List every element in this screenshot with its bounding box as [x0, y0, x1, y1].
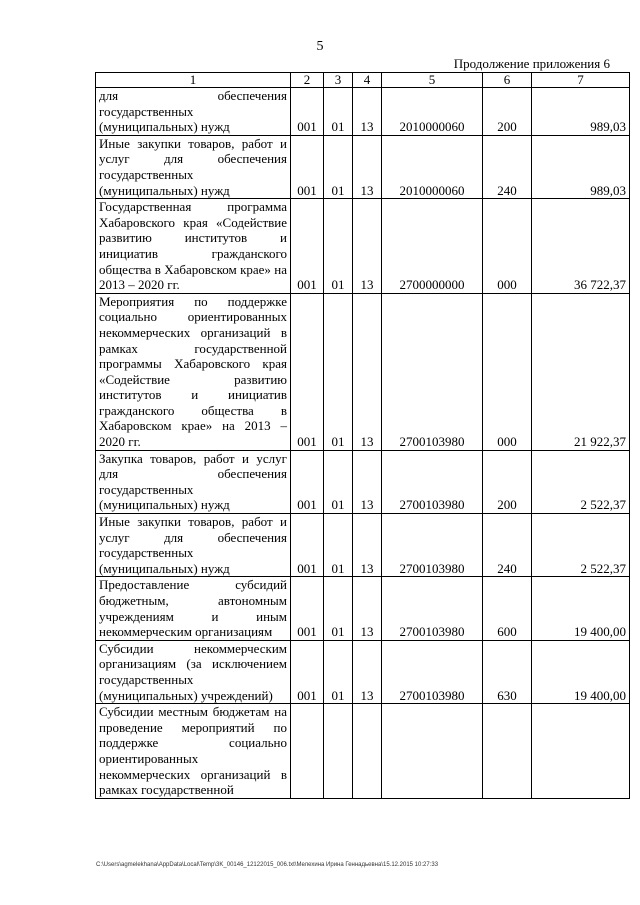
row-target-item: 2010000060 [382, 88, 483, 136]
column-header: 2 [291, 73, 324, 88]
table-row [96, 577, 630, 640]
row-section: 01 [324, 640, 353, 703]
row-expense-type [483, 704, 532, 799]
continuation-label: Продолжение приложения 6 [453, 56, 610, 71]
row-subsection: 13 [353, 577, 382, 640]
row-amount: 2 522,37 [532, 514, 630, 577]
row-code: 001 [291, 293, 324, 450]
column-header: 5 [382, 73, 483, 88]
row-name: Субсидии некоммерческим организациям (за исключением государственных (муниципальных) учреждений) [96, 640, 291, 703]
row-subsection: 13 [353, 640, 382, 703]
row-amount: 21 922,37 [532, 293, 630, 450]
row-target-item: 2700000000 [382, 199, 483, 294]
row-target-item: 2700103980 [382, 514, 483, 577]
row-target-item: 2700103980 [382, 450, 483, 513]
column-header: 4 [353, 73, 382, 88]
row-amount: 19 400,00 [532, 577, 630, 640]
table-row [96, 293, 630, 450]
row-section [324, 704, 353, 799]
row-expense-type: 200 [483, 88, 532, 136]
row-name: Иные закупки товаров, работ и услуг для обеспечения государственных (муниципальных) нужд [96, 514, 291, 577]
row-section: 01 [324, 88, 353, 136]
row-expense-type: 630 [483, 640, 532, 703]
row-amount: 19 400,00 [532, 640, 630, 703]
row-name: Субсидии местным бюджетам на проведение мероприятий по поддержке социально ориентированных некоммерческих организаций в рамках государственной [96, 704, 291, 799]
row-amount: 36 722,37 [532, 199, 630, 294]
row-section: 01 [324, 135, 353, 198]
row-section: 01 [324, 577, 353, 640]
column-header: 1 [96, 73, 291, 88]
row-name: Предоставление субсидий бюджетным, автономным учреждениям и иным некоммерческим организациям [96, 577, 291, 640]
row-subsection [353, 704, 382, 799]
row-code: 001 [291, 88, 324, 136]
row-name: Иные закупки товаров, работ и услуг для обеспечения государственных (муниципальных) нужд [96, 135, 291, 198]
row-target-item: 2700103980 [382, 293, 483, 450]
row-expense-type: 000 [483, 199, 532, 294]
row-code: 001 [291, 450, 324, 513]
row-code: 001 [291, 514, 324, 577]
row-amount: 989,03 [532, 88, 630, 136]
table-row [96, 450, 630, 513]
table-row [96, 135, 630, 198]
table-row [96, 640, 630, 703]
row-code: 001 [291, 577, 324, 640]
row-subsection: 13 [353, 199, 382, 294]
row-code [291, 704, 324, 799]
page-number: 5 [316, 39, 324, 54]
row-expense-type: 600 [483, 577, 532, 640]
row-name: Закупка товаров, работ и услуг для обеспечения государственных (муниципальных) нужд [96, 450, 291, 513]
row-amount: 989,03 [532, 135, 630, 198]
row-amount [532, 704, 630, 799]
footer-file-path: C:\Users\agmelekhana\AppData\Local\Temp\3K_00146_12122015_006.txt\Мелехина Ирина Геннадьевна\15.12.2015 10:27:33 [96, 862, 439, 868]
row-subsection: 13 [353, 88, 382, 136]
row-name: Мероприятия по поддержке социально ориентированных некоммерческих организаций в рамках государственной программы Хабаровского края «Содействие развитию институтов и инициатив гражданского общества в Хабаровском крае» на 2013 – 2020 гг. [96, 293, 291, 450]
column-header: 7 [532, 73, 630, 88]
table-row [96, 88, 630, 136]
row-name: для обеспечения государственных (муниципальных) нужд [96, 88, 291, 136]
row-section: 01 [324, 514, 353, 577]
table-header-row [96, 73, 630, 88]
row-name: Государственная программа Хабаровского края «Содействие развитию институтов и инициатив гражданского общества в Хабаровском крае» на 2013 – 2020 гг. [96, 199, 291, 294]
row-expense-type: 000 [483, 293, 532, 450]
row-code: 001 [291, 135, 324, 198]
row-code: 001 [291, 199, 324, 294]
row-subsection: 13 [353, 450, 382, 513]
table-row [96, 704, 630, 799]
row-code: 001 [291, 640, 324, 703]
table-row [96, 199, 630, 294]
row-amount: 2 522,37 [532, 450, 630, 513]
row-subsection: 13 [353, 514, 382, 577]
row-target-item: 2700103980 [382, 640, 483, 703]
row-section: 01 [324, 199, 353, 294]
row-expense-type: 200 [483, 450, 532, 513]
column-header: 6 [483, 73, 532, 88]
row-target-item: 2010000060 [382, 135, 483, 198]
row-target-item [382, 704, 483, 799]
table-row [96, 514, 630, 577]
row-section: 01 [324, 293, 353, 450]
row-expense-type: 240 [483, 135, 532, 198]
budget-table [95, 72, 630, 799]
row-expense-type: 240 [483, 514, 532, 577]
row-target-item: 2700103980 [382, 577, 483, 640]
row-subsection: 13 [353, 293, 382, 450]
column-header: 3 [324, 73, 353, 88]
row-subsection: 13 [353, 135, 382, 198]
row-section: 01 [324, 450, 353, 513]
